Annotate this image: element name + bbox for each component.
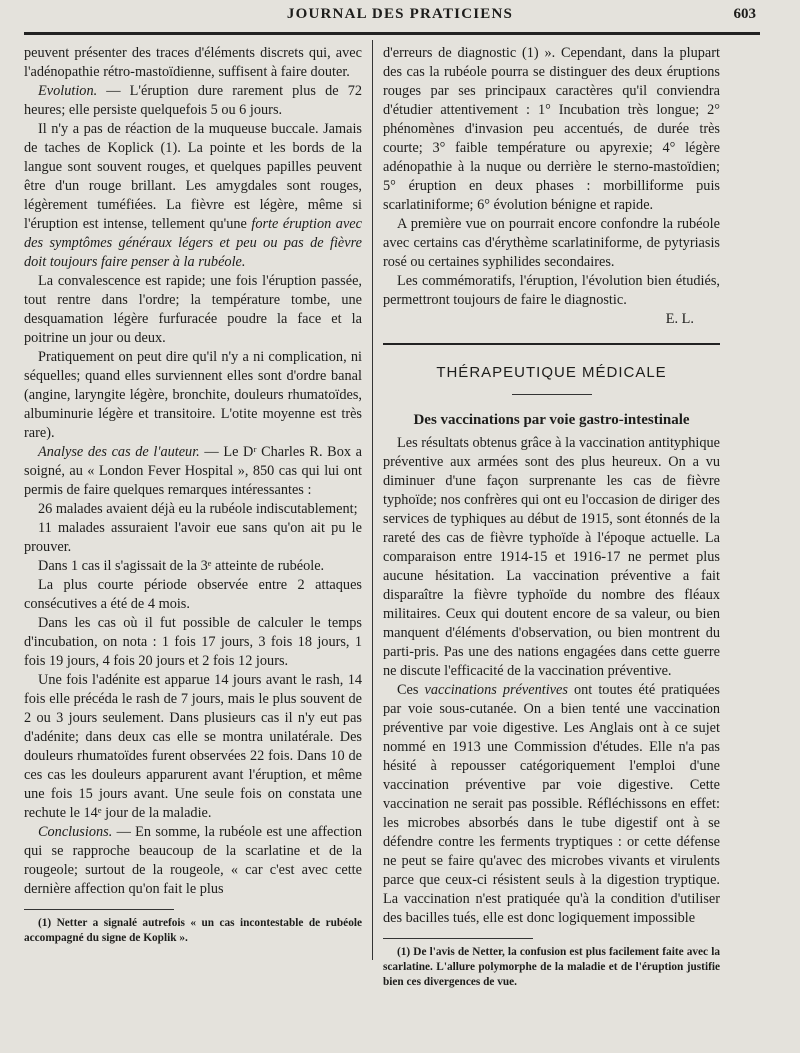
paragraph-analysis [24, 443, 362, 500]
paragraph: Les commémoratifs, l'éruption, l'évolution bien étudiés, permettront toujours de faire le diagnostic. [383, 273, 720, 308]
paragraph: Une fois l'adénite est apparue 14 jours avant le rash, 14 fois elle précéda le rash de 7 jours, mais le plus souvent de 2 ou 3 jours seulement. Dans plusieurs cas il n'y eut pas d'adénite; dans deux cas elle se montra unilatérale. Des douleurs rhumatoïdes furent observées 22 fois. Dans 10 de ces cas les douleurs apparurent avant l'éruption, et même une fois 15 jours avant. Une seule fois on constata une rechute le 14ᵉ jour de la maladie. [24, 672, 362, 821]
section-heading: THÉRAPEUTIQUE MÉDICALE [436, 364, 667, 381]
paragraph: d'erreurs de diagnostic (1) ». Cependant, dans la plupart des cas la rubéole pourra se distinguer des deux éruptions rouges par ses principaux caractères qu'il conviendra d'étudier attentivement : 1° Incubation très longue; 2° phénomènes d'invasion peu accentués, de durée très courte; 3° faible température ou apyrexie; 4° légère adénopathie à la nuque ou derrière le sterno-mastoïdien; 5° éruption en deux phases : morbilliforme puis scarlatiniforme; 6° évolution bénigne et rapide. [383, 45, 720, 213]
author-signature: E. L. [665, 311, 694, 327]
section-label: Evolution. [38, 83, 98, 99]
paragraph: La convalescence est rapide; une fois l'éruption passée, tout rentre dans l'ordre; la température tombe, une desquamation légère furfuracée poudre la face et la poitrine un jour ou deux. [24, 273, 362, 346]
paragraph-emphasis: vaccinations préventives [424, 682, 568, 698]
section-label: Conclusions. [38, 824, 113, 840]
paragraph: La plus courte période observée entre 2 attaques consécutives a été de 4 mois. [24, 577, 362, 612]
journal-title: JOURNAL DES PRATICIENS [286, 6, 514, 22]
paragraph-text: — L'éruption dure rarement plus de 72 heures; elle persiste quelquefois 5 ou 6 jours. [24, 83, 362, 118]
paragraph-emphasis: forte éruption avec des symptômes généraux légers et peu ou pas de fièvre doit toujours faire penser à la rubéole. [24, 216, 362, 270]
paragraph-conclusions [24, 823, 362, 899]
right-column [383, 44, 720, 990]
paragraph: 26 malades avaient déjà eu la rubéole indiscutablement; [38, 501, 358, 517]
paragraph-text: — En somme, la rubéole est une affection qui se rapproche beaucoup de la scarlatine et de la rougeole; surtout de la rougeole, « car c'est avec cette dernière affection qu'on fait le plus [24, 824, 362, 897]
paragraph-text: Il n'y a pas de réaction de la muqueuse buccale. Jamais de taches de Koplick (1). La pointe et les bords de la langue sont souvent rouges, et quelques papilles peuvent être d'un rouge brillant. Les amygdales sont rouges, légèrement tuméfiées. La fièvre est légère, même si l'éruption est intense, tellement qu'une [24, 121, 362, 232]
paragraph: 11 malades assuraient l'avoir eue sans qu'on ait pu le prouver. [24, 520, 362, 555]
section-rule [383, 343, 720, 345]
paragraph: A première vue on pourrait encore confondre la rubéole avec certains cas d'érythème scarlatiniforme, de pytyriasis rosé ou certaines syphilides secondaires. [383, 216, 720, 270]
paragraph [24, 120, 362, 272]
page-number: 603 [733, 6, 756, 22]
running-header [0, 4, 800, 28]
footnote: (1) Netter a signalé autrefois « un cas incontestable de rubéole accompagné du signe de Koplik ». [24, 917, 362, 944]
left-column [24, 44, 362, 946]
paragraph-text: Ces [397, 682, 425, 698]
column-divider [372, 40, 373, 960]
footnote-rule [383, 938, 533, 939]
header-rule [24, 32, 760, 35]
footnote-rule [24, 909, 174, 910]
article-title: Des vaccinations par voie gastro-intestinale [413, 412, 690, 428]
paragraph-evolution [24, 82, 362, 120]
footnote: (1) De l'avis de Netter, la confusion est plus facilement faite avec la scarlatine. L'allure polymorphe de la maladie et de l'éruption justifie bien ces divergences de vue. [383, 946, 720, 988]
paragraph: Dans 1 cas il s'agissait de la 3ᵉ atteinte de rubéole. [38, 558, 325, 574]
paragraph: peuvent présenter des traces d'éléments discrets qui, avec l'adénopathie rétro-mastoïdienne, suffisent à faire douter. [24, 45, 362, 80]
paragraph [383, 681, 720, 928]
section-label: Analyse des cas de l'auteur. [38, 444, 200, 460]
paragraph-text: ont toutes été pratiquées par voie sous-cutanée. On a bien tenté une vaccination préventive par voie digestive. Les Anglais ont à ce sujet nommé en 1913 une Commission d'études. Elle n'a pas hésité à repousser catégoriquement l'emploi d'une vaccination préventive par voie digestive. Cette vaccination ne serait pas possible. Réfléchissons en effet: les microbes absorbés dans le tube digestif ont à se défendre contre les ferments tryptiques : or cette défense ne peut se faire qu'avec des microbes vivants et virulents parce que ceux-ci résistent seuls à la digestion tryptique. La vaccination n'est pratiquée qu'à la condition d'utiliser des bacilles tués, elle est donc logiquement impossible [383, 682, 720, 926]
paragraph: Pratiquement on peut dire qu'il n'y a ni complication, ni séquelles; quand elles surviennent elles sont d'ordre banal (angine, laryngite légère, bronchite, douleurs rhumatoïdes, albuminurie légère et transitoire. L'otite moyenne est très rare). [24, 349, 362, 441]
paragraph: Dans les cas où il fut possible de calculer le temps d'incubation, on nota : 1 fois 17 jours, 3 fois 18 jours, 1 fois 19 jours, 4 fois 20 jours et 2 fois 12 jours. [24, 615, 362, 669]
paragraph: Les résultats obtenus grâce à la vaccination antityphique préventive aux armées sont des plus heureux. On a vu diminuer d'une façon surprenante les cas de fièvre typhoïde; nos confrères qui ont eu l'occasion de diriger des services de typhiques au début de 1915, sont étonnés de la rareté des cas de fièvre typhoïde à l'époque actuelle. La comparaison entre 1914-15 et 1916-17 ne permet plus aucune hésitation. La vaccination préventive a fait disparaître la fièvre typhoïde du nombre des fléaux militaires. Ceux qui doutent encore de sa valeur, ou bien manquent d'éléments d'observation, ou bien montrent du parti-pris. Pas une des nations engagées dans cette guerre ne discute l'efficacité de la vaccination préventive. [383, 435, 720, 679]
section-underline [512, 394, 592, 395]
paragraph-text: — Le Dʳ Charles R. Box a soigné, au « London Fever Hospital », 850 cas qui lui ont permis de faire quelques remarques intéressantes : [24, 444, 362, 498]
